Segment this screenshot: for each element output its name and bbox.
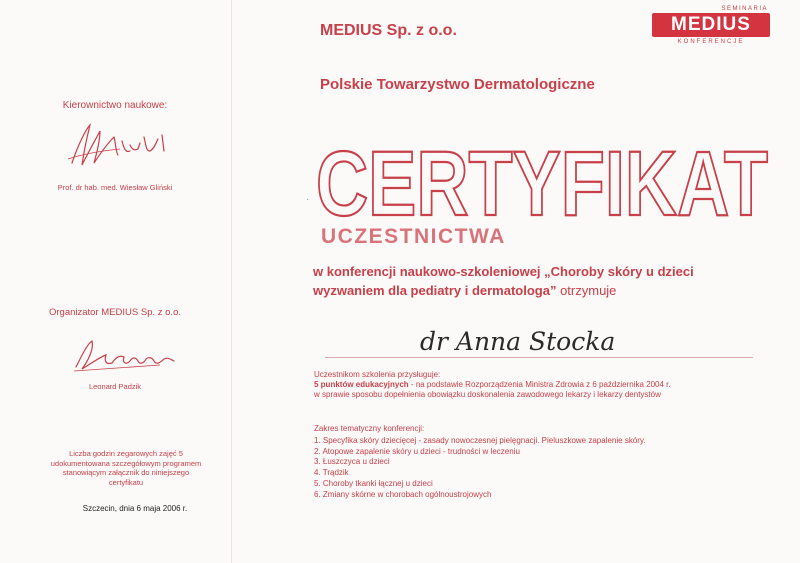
certificate-title — [316, 143, 771, 225]
award-points-line — [314, 380, 774, 390]
place-date: Szczecin, dnia 6 maja 2006 r. — [82, 504, 188, 513]
list-item: 6. Zmiany skórne w chorobach ogólnoustrojowych — [314, 489, 492, 499]
description-tail: otrzymuje — [556, 283, 617, 298]
award-points: 5 punktów edukacyjnych — [314, 380, 409, 389]
award-basis-2: w sprawie sposobu dopełnienia obowiązku doskonalenia zawodowego lekarzy i lekarzy dentystów — [314, 390, 661, 399]
hours-note: Liczba godzin zegarowych zajęć 5 udokumentowana szczegółowym programem stanowiącym załącznik do niniejszego certyfikatu — [50, 449, 202, 487]
logo-bottom-text: KONFERENCJE — [677, 39, 745, 45]
director-signature — [60, 115, 180, 175]
certificate-subtitle: UCZESTNICTWA — [321, 225, 506, 248]
director-name: Prof. dr hab. med. Wiesław Gliński — [57, 183, 173, 192]
certificate-title-text: CERTYFIKAT — [316, 143, 768, 225]
recipient-name: dr Anna Stocka — [420, 327, 616, 356]
organizer-label: Organizator MEDIUS Sp. z o.o. — [49, 307, 181, 318]
topics-heading: Zakres tematyczny konferencji: — [314, 424, 425, 433]
society-name: Polskie Towarzystwo Dermatologiczne — [320, 76, 595, 93]
column-divider — [231, 0, 232, 563]
organizer-signature — [70, 335, 180, 375]
topics-list — [314, 424, 646, 501]
direction-label: Kierownictwo naukowe: — [62, 100, 168, 111]
organizer-name: Leonard Padzik — [88, 382, 142, 391]
description-bold: w konferencji naukowo-szkoleniowej „Choroby skóry u dzieci wyzwaniem dla pediatry i dermatologa” — [313, 264, 694, 298]
recipient-underline — [325, 357, 753, 358]
list-item: 1. Specyfika skóry dziecięcej - zasady nowoczesnej pielęgnacji. Pieluszkowe zapalenie skóry. — [314, 435, 646, 445]
list-item: 3. Łuszczyca u dzieci — [314, 457, 390, 467]
award-info — [314, 370, 774, 400]
list-item: 5. Choroby tkanki łącznej u dzieci — [314, 478, 433, 488]
logo-brand: MEDIUS — [652, 13, 770, 37]
organization-name: MEDIUS Sp. z o.o. — [320, 22, 457, 39]
bullet-dot: · — [306, 194, 310, 205]
medius-logo — [652, 6, 770, 45]
list-item: 2. Atopowe zapalenie skóry u dzieci - trudności w leczeniu — [314, 446, 520, 456]
award-intro: Uczestnikom szkolenia przysługuje: — [314, 370, 441, 379]
award-basis: - na podstawie Rozporządzenia Ministra Zdrowia z 6 października 2004 r. — [408, 380, 671, 389]
list-item: 4. Trądzik — [314, 468, 349, 478]
logo-top-text: SEMINARIA — [721, 6, 768, 12]
conference-description — [313, 262, 733, 300]
